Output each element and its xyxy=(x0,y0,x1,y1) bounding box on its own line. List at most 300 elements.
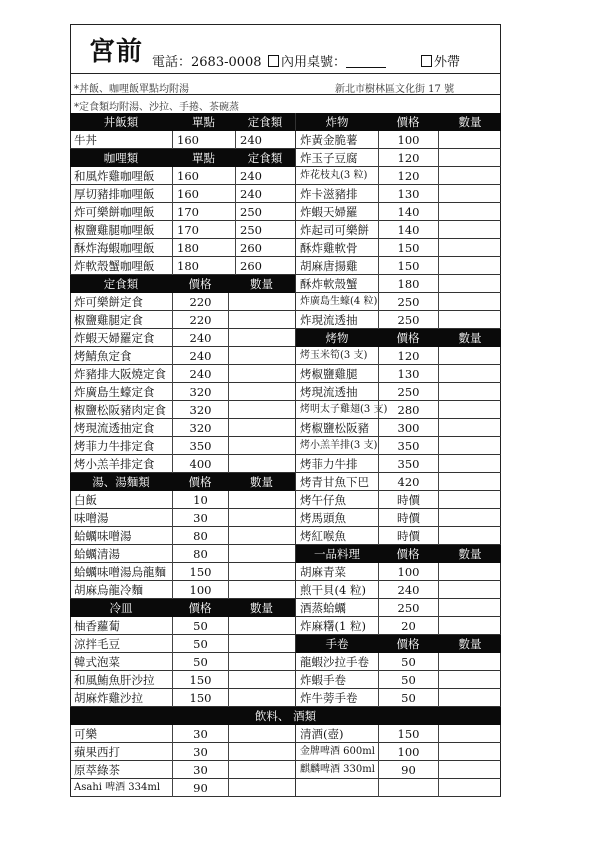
cold-dish-item-name: 柚香蘿蔔 xyxy=(74,619,120,633)
drink-item-quantity[interactable] xyxy=(438,743,502,761)
teishoku-item-row[interactable] xyxy=(70,311,295,329)
note-soup-included: *丼飯、咖哩飯單點均附湯 xyxy=(74,84,189,95)
curry-item-row[interactable] xyxy=(70,203,295,221)
fried-item-row[interactable] xyxy=(295,221,501,239)
drink-item-quantity[interactable] xyxy=(228,743,295,761)
cold-dish-item-quantity[interactable] xyxy=(228,617,295,635)
donburi-header xyxy=(70,113,295,131)
grilled-item-price: 300 xyxy=(378,419,438,437)
fried-item-row[interactable] xyxy=(295,185,501,203)
drink-item-quantity[interactable] xyxy=(228,725,295,743)
grilled-item-row[interactable] xyxy=(295,365,501,383)
cold-dish-item-quantity[interactable] xyxy=(228,671,295,689)
soup-item-quantity[interactable] xyxy=(228,563,295,581)
grilled-header-cell: 數量 xyxy=(458,331,482,345)
ippin-item-name: 胡麻青菜 xyxy=(300,565,346,579)
grilled-item-row[interactable] xyxy=(295,347,501,365)
handroll-header-cell: 價格 xyxy=(396,637,420,651)
takeout-label: 外帶 xyxy=(434,55,461,70)
teishoku-item-quantity[interactable] xyxy=(228,311,295,329)
cold-dish-item-row[interactable] xyxy=(70,635,295,653)
fried-item-name: 炸黃金脆薯 xyxy=(300,133,358,147)
soup-item-row[interactable] xyxy=(70,581,295,599)
teishoku-item-price: 320 xyxy=(172,401,228,419)
teishoku-item-quantity[interactable] xyxy=(228,383,295,401)
fried-item-price: 140 xyxy=(378,203,438,221)
handroll-item-price: 50 xyxy=(378,653,438,671)
soup-item-price: 10 xyxy=(172,491,228,509)
drink-item-price: 100 xyxy=(378,743,438,761)
fried-item-price: 150 xyxy=(378,257,438,275)
teishoku-item-name: 炸豬排大阪燒定食 xyxy=(74,367,166,381)
handroll-item-price: 50 xyxy=(378,689,438,707)
grilled-item-row[interactable] xyxy=(295,437,501,455)
cold-dish-item-row[interactable] xyxy=(70,617,295,635)
teishoku-item-row[interactable] xyxy=(70,293,295,311)
teishoku-item-quantity[interactable] xyxy=(228,455,295,473)
soup-item-price: 150 xyxy=(172,563,228,581)
grilled-item-quantity[interactable] xyxy=(438,419,502,437)
soup-item-quantity[interactable] xyxy=(228,491,295,509)
grilled-item-price: 時價 xyxy=(378,509,438,527)
grilled-item-row[interactable] xyxy=(295,491,501,509)
donburi-item-row[interactable] xyxy=(70,131,295,149)
fried-item-quantity[interactable] xyxy=(438,239,502,257)
drink-item-price: 30 xyxy=(172,725,228,743)
grilled-item-row[interactable] xyxy=(295,401,501,419)
soup-item-price: 100 xyxy=(172,581,228,599)
grilled-item-price: 250 xyxy=(378,383,438,401)
handroll-item-name: 炸牛蒡手卷 xyxy=(300,691,358,705)
donburi-header-cell: 定食類 xyxy=(247,115,283,129)
donburi-item-set: 240 xyxy=(235,131,295,149)
dine-in-checkbox[interactable] xyxy=(268,55,279,67)
soup-item-quantity[interactable] xyxy=(228,545,295,563)
teishoku-item-row[interactable] xyxy=(70,383,295,401)
fried-item-quantity[interactable] xyxy=(438,275,502,293)
fried-item-row[interactable] xyxy=(295,203,501,221)
grilled-header-cell: 價格 xyxy=(396,331,420,345)
soup-header-cell: 湯、湯麵類 xyxy=(92,475,150,489)
soup-item-row[interactable] xyxy=(70,563,295,581)
soup-item-quantity[interactable] xyxy=(228,509,295,527)
curry-item-row[interactable] xyxy=(70,185,295,203)
donburi-item-single: 160 xyxy=(172,131,235,149)
cold-dish-item-name: 韓式泡菜 xyxy=(74,655,120,669)
handroll-item-quantity[interactable] xyxy=(438,671,502,689)
cold-dish-header-cell: 價格 xyxy=(188,601,212,615)
grilled-item-quantity[interactable] xyxy=(438,437,502,455)
soup-item-row[interactable] xyxy=(70,491,295,509)
handroll-item-row[interactable] xyxy=(295,653,501,671)
curry-item-single: 160 xyxy=(172,185,235,203)
teishoku-header xyxy=(70,275,295,293)
soup-item-name: 蛤蠣清湯 xyxy=(74,547,120,561)
fried-header-cell: 數量 xyxy=(458,115,482,129)
handroll-item-name: 炸蝦手卷 xyxy=(300,673,346,687)
grilled-item-name: 烤菲力牛排 xyxy=(300,457,358,471)
grilled-item-name: 烤馬頭魚 xyxy=(300,511,346,525)
handroll-header-cell: 數量 xyxy=(458,637,482,651)
curry-item-single: 170 xyxy=(172,203,235,221)
grilled-item-name: 烤椒鹽松阪豬 xyxy=(300,421,369,435)
grilled-item-row[interactable] xyxy=(295,455,501,473)
fried-item-quantity[interactable] xyxy=(438,293,502,311)
fried-item-row[interactable] xyxy=(295,149,501,167)
fried-item-name: 炸花枝丸(3 粒) xyxy=(300,170,368,181)
restaurant-logo: 宮前 xyxy=(89,37,144,67)
curry-item-single: 170 xyxy=(172,221,235,239)
curry-header-cell: 單點 xyxy=(192,151,215,165)
grilled-header xyxy=(295,329,501,347)
fried-item-price: 150 xyxy=(378,239,438,257)
drink-item-row[interactable] xyxy=(70,779,295,797)
teishoku-item-row[interactable] xyxy=(70,365,295,383)
drink-item-quantity[interactable] xyxy=(438,779,502,797)
grilled-item-name: 烤椒鹽雞腿 xyxy=(300,367,358,381)
ippin-item-quantity[interactable] xyxy=(438,581,502,599)
ippin-item-name: 煎干貝(4 粒) xyxy=(300,583,366,597)
soup-item-row[interactable] xyxy=(70,527,295,545)
fried-item-row[interactable] xyxy=(295,275,501,293)
fried-item-quantity[interactable] xyxy=(438,167,502,185)
soup-item-price: 80 xyxy=(172,545,228,563)
cold-dish-item-quantity[interactable] xyxy=(228,653,295,671)
fried-item-quantity[interactable] xyxy=(438,131,502,149)
ippin-item-quantity[interactable] xyxy=(438,617,502,635)
ippin-item-quantity[interactable] xyxy=(438,599,502,617)
handroll-header-cell: 手卷 xyxy=(325,637,349,651)
teishoku-header-cell: 數量 xyxy=(250,277,273,291)
ippin-header-cell: 一品料理 xyxy=(314,547,360,561)
fried-item-price: 140 xyxy=(378,221,438,239)
teishoku-item-quantity[interactable] xyxy=(228,401,295,419)
soup-item-price: 80 xyxy=(172,527,228,545)
cold-dish-item-quantity[interactable] xyxy=(228,689,295,707)
fried-item-name: 酥炸軟殼蟹 xyxy=(300,277,358,291)
grilled-item-price: 350 xyxy=(378,437,438,455)
curry-item-set: 260 xyxy=(235,257,295,275)
ippin-item-row[interactable] xyxy=(295,617,501,635)
fried-item-row[interactable] xyxy=(295,167,501,185)
drink-item-row[interactable] xyxy=(70,761,295,779)
teishoku-item-name: 椒鹽松阪豬肉定食 xyxy=(74,403,166,417)
drink-item-quantity[interactable] xyxy=(438,761,502,779)
teishoku-item-row[interactable] xyxy=(70,329,295,347)
grilled-item-price: 420 xyxy=(378,473,438,491)
donburi-header-cell: 單點 xyxy=(192,115,215,129)
grilled-item-quantity[interactable] xyxy=(438,347,502,365)
fried-item-name: 胡麻唐揚雞 xyxy=(300,259,358,273)
grilled-item-name: 烤午仔魚 xyxy=(300,493,346,507)
fried-item-quantity[interactable] xyxy=(438,221,502,239)
soup-item-quantity[interactable] xyxy=(228,581,295,599)
drink-item-price: 90 xyxy=(378,761,438,779)
cold-dish-item-row[interactable] xyxy=(70,671,295,689)
curry-header-cell: 定食類 xyxy=(247,151,283,165)
drink-item-quantity[interactable] xyxy=(228,761,295,779)
teishoku-item-name: 炸可樂餅定食 xyxy=(74,295,143,309)
curry-item-set: 250 xyxy=(235,221,295,239)
phone-number: 電話：2683-0008 xyxy=(152,55,262,70)
note-divider xyxy=(70,94,501,95)
ippin-item-name: 炸麻糬(1 粒) xyxy=(300,619,366,633)
donburi-header-cell: 丼飯類 xyxy=(103,115,139,129)
grilled-item-quantity[interactable] xyxy=(438,383,502,401)
handroll-item-row[interactable] xyxy=(295,671,501,689)
fried-item-price: 120 xyxy=(378,167,438,185)
dine-in-field[interactable] xyxy=(268,51,386,70)
grilled-item-row[interactable] xyxy=(295,527,501,545)
ippin-item-price: 240 xyxy=(378,581,438,599)
grilled-item-name: 烤明太子雞翅(3 支) xyxy=(300,404,388,415)
fried-item-name: 炸卡滋豬排 xyxy=(300,187,358,201)
teishoku-item-row[interactable] xyxy=(70,401,295,419)
teishoku-item-row[interactable] xyxy=(70,437,295,455)
table-number-blank[interactable] xyxy=(346,55,386,68)
grilled-item-quantity[interactable] xyxy=(438,455,502,473)
handroll-header xyxy=(295,635,501,653)
drink-item-price: 90 xyxy=(172,779,228,797)
menu-header xyxy=(70,24,501,74)
grilled-item-name: 烤現流透抽 xyxy=(300,385,358,399)
drink-item-row[interactable] xyxy=(295,779,501,797)
handroll-item-name: 龍蝦沙拉手卷 xyxy=(300,655,369,669)
teishoku-item-quantity[interactable] xyxy=(228,419,295,437)
curry-item-row[interactable] xyxy=(70,257,295,275)
cold-dish-item-price: 50 xyxy=(172,617,228,635)
teishoku-item-price: 220 xyxy=(172,293,228,311)
drink-item-row[interactable] xyxy=(295,761,501,779)
fried-item-name: 炸玉子豆腐 xyxy=(300,151,358,165)
grilled-item-row[interactable] xyxy=(295,473,501,491)
soup-item-row[interactable] xyxy=(70,509,295,527)
drink-item-price xyxy=(378,779,438,797)
donburi-item-name: 牛丼 xyxy=(74,133,97,147)
curry-item-set: 240 xyxy=(235,167,295,185)
takeout-checkbox[interactable] xyxy=(421,55,432,67)
drinks-header xyxy=(70,707,501,725)
soup-item-name: 蛤蠣味噌湯 xyxy=(74,529,132,543)
fried-item-quantity[interactable] xyxy=(438,311,502,329)
teishoku-item-price: 350 xyxy=(172,437,228,455)
fried-item-name: 酥炸雞軟骨 xyxy=(300,241,358,255)
teishoku-item-price: 240 xyxy=(172,329,228,347)
curry-item-row[interactable] xyxy=(70,239,295,257)
drink-item-quantity[interactable] xyxy=(228,779,295,797)
curry-item-name: 酥炸海蝦咖哩飯 xyxy=(74,241,155,255)
teishoku-item-quantity[interactable] xyxy=(228,347,295,365)
fried-item-quantity[interactable] xyxy=(438,203,502,221)
drink-item-name: 原萃綠茶 xyxy=(74,763,120,777)
ippin-header-cell: 價格 xyxy=(396,547,420,561)
teishoku-item-name: 烤小羔羊排定食 xyxy=(74,457,155,471)
teishoku-item-price: 320 xyxy=(172,419,228,437)
cold-dish-header xyxy=(70,599,295,617)
fried-item-quantity[interactable] xyxy=(438,149,502,167)
curry-header-cell: 咖哩類 xyxy=(103,151,139,165)
grilled-item-price: 時價 xyxy=(378,491,438,509)
soup-item-name: 味噌湯 xyxy=(74,511,109,525)
teishoku-item-row[interactable] xyxy=(70,455,295,473)
soup-header-cell: 數量 xyxy=(250,475,273,489)
ippin-item-row[interactable] xyxy=(295,563,501,581)
fried-header-cell: 炸物 xyxy=(325,115,349,129)
grilled-item-quantity[interactable] xyxy=(438,509,502,527)
drink-item-name: 蘋果西打 xyxy=(74,745,120,759)
teishoku-header-cell: 價格 xyxy=(188,277,212,291)
soup-header-cell: 價格 xyxy=(188,475,212,489)
cold-dish-header-cell: 冷皿 xyxy=(109,601,133,615)
ippin-header xyxy=(295,545,501,563)
teishoku-item-name: 烤菲力牛排定食 xyxy=(74,439,155,453)
fried-item-name: 炸起司可樂餅 xyxy=(300,223,369,237)
fried-item-row[interactable] xyxy=(295,257,501,275)
teishoku-item-name: 炸蝦天婦羅定食 xyxy=(74,331,155,345)
drink-item-quantity[interactable] xyxy=(438,725,502,743)
teishoku-item-name: 烤鯖魚定食 xyxy=(74,349,132,363)
fried-item-quantity[interactable] xyxy=(438,257,502,275)
fried-item-name: 炸蝦天婦羅 xyxy=(300,205,358,219)
drink-item-price: 30 xyxy=(172,761,228,779)
fried-item-row[interactable] xyxy=(295,293,501,311)
cold-dish-item-name: 胡麻炸雞沙拉 xyxy=(74,691,143,705)
ippin-item-row[interactable] xyxy=(295,599,501,617)
dine-in-label: 內用桌號： xyxy=(281,55,347,70)
fried-item-price: 130 xyxy=(378,185,438,203)
teishoku-item-row[interactable] xyxy=(70,419,295,437)
soup-item-quantity[interactable] xyxy=(228,527,295,545)
teishoku-item-quantity[interactable] xyxy=(228,329,295,347)
teishoku-item-quantity[interactable] xyxy=(228,365,295,383)
fried-item-name: 炸廣島生蠔(4 粒) xyxy=(300,296,378,307)
teishoku-item-price: 400 xyxy=(172,455,228,473)
grilled-item-quantity[interactable] xyxy=(438,473,502,491)
curry-header xyxy=(70,149,295,167)
grilled-item-row[interactable] xyxy=(295,419,501,437)
drink-item-row[interactable] xyxy=(70,743,295,761)
teishoku-item-price: 240 xyxy=(172,365,228,383)
curry-item-name: 炸可樂餅咖哩飯 xyxy=(74,205,155,219)
cold-dish-item-quantity[interactable] xyxy=(228,635,295,653)
soup-header xyxy=(70,473,295,491)
address: 新北市樹林區文化街 17 號 xyxy=(335,84,455,95)
cold-dish-item-price: 50 xyxy=(172,653,228,671)
soup-item-name: 蛤蠣味噌湯烏龍麵 xyxy=(74,565,166,579)
ippin-item-row[interactable] xyxy=(295,581,501,599)
drink-item-row[interactable] xyxy=(295,725,501,743)
drink-item-price: 150 xyxy=(378,725,438,743)
fried-item-row[interactable] xyxy=(295,311,501,329)
teishoku-item-price: 220 xyxy=(172,311,228,329)
curry-item-row[interactable] xyxy=(70,167,295,185)
grilled-item-price: 120 xyxy=(378,347,438,365)
grilled-item-name: 烤小羔羊排(3 支) xyxy=(300,440,378,451)
teishoku-item-row[interactable] xyxy=(70,347,295,365)
fried-item-quantity[interactable] xyxy=(438,185,502,203)
drink-item-name: Asahi 啤酒 334ml xyxy=(74,782,161,793)
grilled-item-price: 280 xyxy=(378,401,438,419)
curry-item-name: 厚切豬排咖哩飯 xyxy=(74,187,155,201)
cold-dish-item-row[interactable] xyxy=(70,653,295,671)
curry-item-single: 180 xyxy=(172,257,235,275)
handroll-item-row[interactable] xyxy=(295,689,501,707)
soup-item-name: 白飯 xyxy=(74,493,97,507)
teishoku-item-quantity[interactable] xyxy=(228,293,295,311)
ippin-item-quantity[interactable] xyxy=(438,563,502,581)
grilled-item-name: 烤玉米筍(3 支) xyxy=(300,350,368,361)
fried-item-name: 炸現流透抽 xyxy=(300,313,358,327)
grilled-item-price: 130 xyxy=(378,365,438,383)
drink-item-name: 清酒(壺) xyxy=(300,727,344,741)
grilled-item-price: 時價 xyxy=(378,527,438,545)
grilled-item-name: 烤青甘魚下巴 xyxy=(300,475,369,489)
cold-dish-item-price: 150 xyxy=(172,689,228,707)
cold-dish-header-cell: 數量 xyxy=(250,601,273,615)
fried-item-price: 250 xyxy=(378,311,438,329)
soup-item-price: 30 xyxy=(172,509,228,527)
grilled-item-price: 350 xyxy=(378,455,438,473)
ippin-item-name: 酒蒸蛤蠣 xyxy=(300,601,346,615)
curry-item-row[interactable] xyxy=(70,221,295,239)
ippin-item-price: 100 xyxy=(378,563,438,581)
soup-item-row[interactable] xyxy=(70,545,295,563)
fried-item-row[interactable] xyxy=(295,239,501,257)
teishoku-item-name: 烤現流透抽定食 xyxy=(74,421,155,435)
drink-item-name: 可樂 xyxy=(74,727,97,741)
ippin-item-price: 250 xyxy=(378,599,438,617)
cold-dish-item-price: 150 xyxy=(172,671,228,689)
teishoku-item-price: 320 xyxy=(172,383,228,401)
teishoku-item-price: 240 xyxy=(172,347,228,365)
cold-dish-item-name: 涼拌毛豆 xyxy=(74,637,120,651)
teishoku-header-cell: 定食類 xyxy=(103,277,139,291)
fried-item-price: 100 xyxy=(378,131,438,149)
fried-item-row[interactable] xyxy=(295,131,501,149)
drink-item-row[interactable] xyxy=(70,725,295,743)
curry-item-set: 240 xyxy=(235,185,295,203)
grilled-header-cell: 烤物 xyxy=(325,331,349,345)
ippin-header-cell: 數量 xyxy=(458,547,482,561)
handroll-item-quantity[interactable] xyxy=(438,689,502,707)
grilled-item-row[interactable] xyxy=(295,509,501,527)
note-set-includes: *定食類均附湯、沙拉、手捲、茶碗蒸 xyxy=(74,102,239,113)
curry-item-set: 260 xyxy=(235,239,295,257)
takeout-field[interactable] xyxy=(421,51,460,70)
grilled-item-quantity[interactable] xyxy=(438,401,502,419)
handroll-item-quantity[interactable] xyxy=(438,653,502,671)
fried-item-price: 120 xyxy=(378,149,438,167)
grilled-item-quantity[interactable] xyxy=(438,491,502,509)
grilled-item-name: 烤紅喉魚 xyxy=(300,529,346,543)
cold-dish-item-row[interactable] xyxy=(70,689,295,707)
drink-item-name: 麒麟啤酒 330ml xyxy=(300,764,375,775)
handroll-item-price: 50 xyxy=(378,671,438,689)
curry-item-set: 250 xyxy=(235,203,295,221)
drink-item-name xyxy=(296,779,378,797)
grilled-item-row[interactable] xyxy=(295,383,501,401)
grilled-item-quantity[interactable] xyxy=(438,365,502,383)
grilled-item-quantity[interactable] xyxy=(438,527,502,545)
teishoku-item-quantity[interactable] xyxy=(228,437,295,455)
fried-item-price: 250 xyxy=(378,293,438,311)
cold-dish-item-price: 50 xyxy=(172,635,228,653)
drink-item-price: 30 xyxy=(172,743,228,761)
cold-dish-item-name: 和風鮪魚肝沙拉 xyxy=(74,673,155,687)
drink-item-row[interactable] xyxy=(295,743,501,761)
curry-item-name: 和風炸雞咖哩飯 xyxy=(74,169,155,183)
ippin-item-price: 20 xyxy=(378,617,438,635)
